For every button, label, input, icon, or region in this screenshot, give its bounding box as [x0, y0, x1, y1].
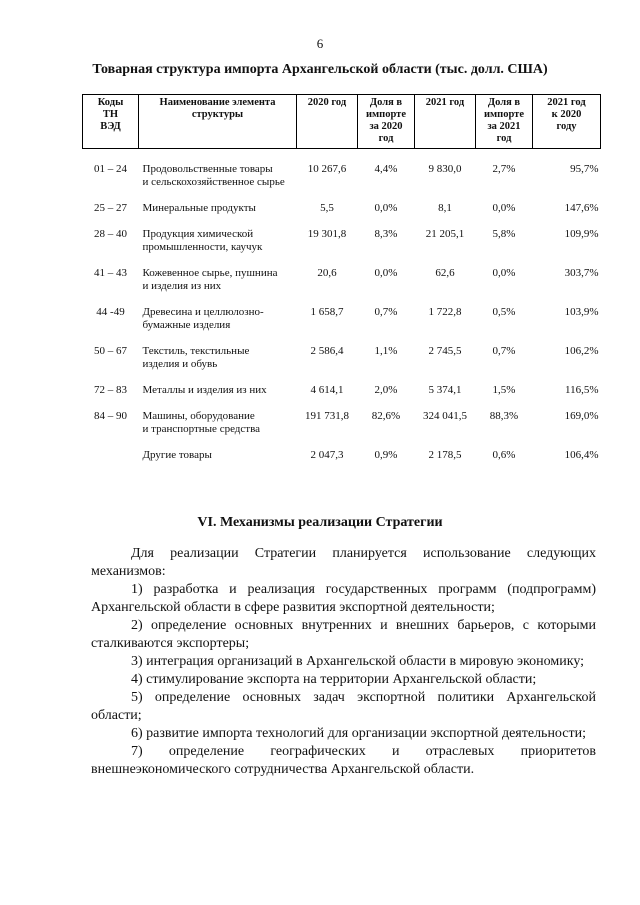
- cell-share-2021: 0,0%: [492, 267, 516, 279]
- cell-name: Металлы и изделия из них: [142, 384, 267, 396]
- cell-ratio: 95,7%: [570, 163, 599, 175]
- cell-share-2021: 1,5%: [492, 384, 516, 396]
- section-title: VI. Механизмы реализации Стратегии: [197, 515, 443, 530]
- cell-ratio: 116,5%: [564, 384, 599, 396]
- cell-code: 28 – 40: [94, 228, 127, 240]
- header-share-2020: Доля в импорте за 2020 год: [358, 95, 415, 149]
- cell-ratio: 106,2%: [564, 345, 599, 357]
- page-number: 6: [316, 36, 324, 51]
- mechanism-item: 5) определение основных задач экспортной политики Архангельской области;: [91, 690, 596, 723]
- header-codes: Коды ТН ВЭД: [83, 95, 139, 149]
- cell-share-2020: 1,1%: [374, 345, 398, 357]
- mechanism-item: 6) развитие импорта технологий для организации экспортной деятельности;: [131, 726, 586, 741]
- intro-paragraph: Для реализации Стратегии планируется использование следующих механизмов:: [91, 546, 596, 579]
- cell-share-2021: 0,7%: [492, 345, 516, 357]
- cell-name: Минеральные продукты: [142, 202, 256, 214]
- cell-share-2020: 0,7%: [374, 306, 398, 318]
- cell-share-2020: 8,3%: [374, 228, 398, 240]
- cell-value-2020: 191 731,8: [305, 410, 349, 422]
- cell-share-2021: 0,6%: [492, 449, 516, 461]
- cell-name: Древесина и целлюлозно- бумажные изделия: [142, 306, 264, 331]
- cell-code: 01 – 24: [94, 163, 127, 175]
- table-row: [83, 163, 601, 189]
- cell-value-2020: 4 614,1: [310, 384, 344, 396]
- cell-share-2020: 2,0%: [374, 384, 398, 396]
- cell-share-2021: 5,8%: [492, 228, 516, 240]
- cell-name: Другие товары: [142, 449, 212, 461]
- cell-value-2021: 21 205,1: [425, 228, 465, 240]
- table-row: [83, 384, 601, 397]
- mechanism-item: 2) определение основных внутренних и внешних барьеров, с которыми сталкиваются экспортеры;: [91, 618, 596, 651]
- cell-share-2020: 0,9%: [374, 449, 398, 461]
- header-share-2021: Доля в импорте за 2021 год: [476, 95, 533, 149]
- header-ratio: 2021 год к 2020 году: [533, 95, 601, 149]
- cell-ratio: 303,7%: [564, 267, 599, 279]
- cell-share-2020: 0,0%: [374, 202, 398, 214]
- table-body: [83, 149, 601, 463]
- table-row: [83, 345, 601, 371]
- cell-value-2021: 2 745,5: [428, 345, 462, 357]
- cell-value-2021: 8,1: [438, 202, 452, 214]
- table-row: [83, 306, 601, 332]
- cell-value-2020: 20,6: [317, 267, 337, 279]
- cell-ratio: 147,6%: [564, 202, 599, 214]
- cell-name: Текстиль, текстильные изделия и обувь: [142, 345, 250, 370]
- cell-value-2021: 5 374,1: [428, 384, 462, 396]
- cell-code: [83, 449, 139, 462]
- cell-value-2021: 2 178,5: [428, 449, 462, 461]
- cell-value-2020: 19 301,8: [307, 228, 347, 240]
- cell-ratio: 106,4%: [564, 449, 599, 461]
- cell-code: 41 – 43: [94, 267, 127, 279]
- cell-code: 84 – 90: [94, 410, 127, 422]
- header-2021: 2021 год: [415, 95, 476, 149]
- header-2020: 2020 год: [297, 95, 358, 149]
- section-body: [91, 545, 596, 779]
- cell-value-2021: 9 830,0: [428, 163, 462, 175]
- table-title: Товарная структура импорта Архангельской области (тыс. долл. США): [92, 62, 548, 77]
- cell-share-2021: 88,3%: [489, 410, 519, 422]
- cell-value-2021: 1 722,8: [428, 306, 462, 318]
- cell-ratio: 103,9%: [564, 306, 599, 318]
- cell-share-2021: 0,5%: [492, 306, 516, 318]
- table-row: [83, 267, 601, 293]
- mechanism-item: 4) стимулирование экспорта на территории Архангельской области;: [131, 672, 537, 687]
- cell-code: 44 -49: [96, 306, 125, 318]
- cell-value-2020: 2 047,3: [310, 449, 344, 461]
- cell-value-2021: 324 041,5: [423, 410, 467, 422]
- cell-ratio: 169,0%: [564, 410, 599, 422]
- cell-ratio: 109,9%: [564, 228, 599, 240]
- cell-share-2021: 2,7%: [492, 163, 516, 175]
- cell-code: 50 – 67: [94, 345, 127, 357]
- table-header-row: [83, 95, 601, 149]
- mechanism-item: 7) определение географических и отраслевых приоритетов внешнеэкономического сотрудничества Архангельской области.: [91, 744, 596, 777]
- cell-code: 25 – 27: [94, 202, 127, 214]
- cell-share-2020: 82,6%: [371, 410, 401, 422]
- cell-value-2020: 2 586,4: [310, 345, 344, 357]
- import-structure-table: [82, 94, 601, 462]
- table-row: [83, 202, 601, 215]
- cell-name: Машины, оборудование и транспортные средства: [142, 410, 261, 435]
- mechanism-item: 1) разработка и реализация государственных программ (подпрограмм) Архангельской области в сфере развития экспортной деятельности;: [91, 582, 596, 615]
- cell-value-2020: 10 267,6: [307, 163, 347, 175]
- cell-value-2020: 1 658,7: [310, 306, 344, 318]
- table-row: [83, 410, 601, 436]
- cell-share-2020: 0,0%: [374, 267, 398, 279]
- cell-code: 72 – 83: [94, 384, 127, 396]
- table-row: [83, 228, 601, 254]
- cell-name: Продукция химической промышленности, каучук: [142, 228, 263, 253]
- cell-name: Кожевенное сырье, пушнина и изделия из них: [142, 267, 278, 292]
- cell-share-2020: 4,4%: [374, 163, 398, 175]
- cell-value-2020: 5,5: [320, 202, 334, 214]
- mechanism-item: 3) интеграция организаций в Архангельской области в мировую экономику;: [131, 654, 585, 669]
- table-row: [83, 449, 601, 462]
- cell-share-2021: 0,0%: [492, 202, 516, 214]
- header-name: Наименование элемента структуры: [139, 95, 297, 149]
- cell-value-2021: 62,6: [435, 267, 455, 279]
- cell-name: Продовольственные товары и сельскохозяйственное сырье: [142, 163, 285, 188]
